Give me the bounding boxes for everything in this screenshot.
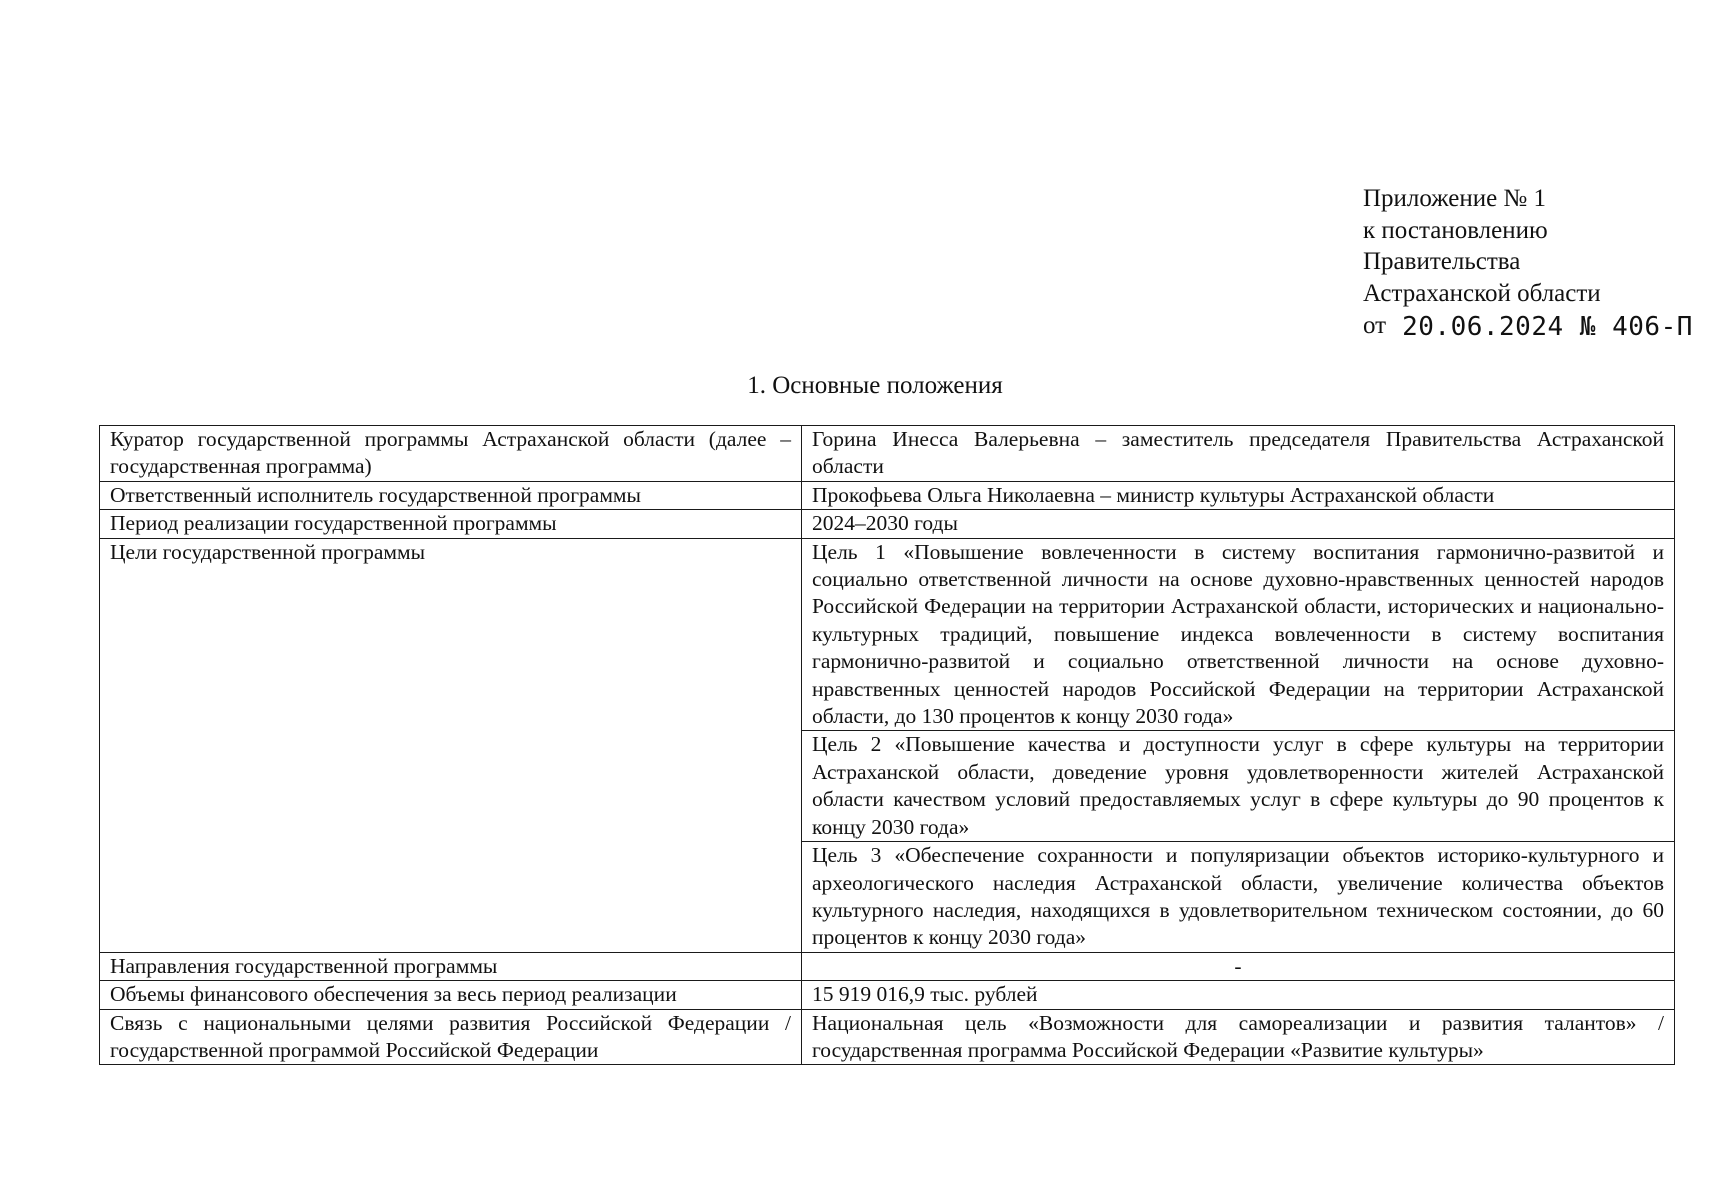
main-provisions-table [99,425,1675,1065]
appendix-line-2: к постановлению [1363,216,1548,244]
appendix-line-3: Правительства [1363,248,1521,275]
appendix-header [1363,183,1693,342]
row-label: Направления государственной программы [100,952,802,980]
appendix-date-line [1363,310,1693,342]
table-row-directions [100,952,1675,980]
row-value: Прокофьева Ольга Николаевна – министр культуры Астраханской области [802,481,1675,509]
goal-3-text: Цель 3 «Обеспечение сохранности и популяризации объектов историко-культурного и археологического наследия Астраханской области, увеличение количества объектов культурного наследия, находящихся в удовлетворительном техническом состоянии, до 60 процентов к концу 2030 года» [802,842,1675,953]
goal-2-text: Цель 2 «Повышение качества и доступности услуг в сфере культуры на территории Астраханской области, доведение уровня удовлетворенности жителей Астраханской области качеством условий предоставляемых услуг в сфере культуры до 90 процентов к концу 2030 года» [802,731,1675,842]
row-value: Национальная цель «Возможности для самореализации и развития талантов» / государственная программа Российской Федерации «Развитие культуры» [802,1009,1675,1065]
section-title: 1. Основные положения [747,372,1003,399]
row-label: Период реализации государственной программы [100,510,802,538]
appendix-line-4: Астраханской области [1363,279,1601,307]
table-row-goal-1 [100,538,1675,731]
table-row-executor [100,481,1675,509]
date-prefix: от [1363,312,1387,339]
row-label: Куратор государственной программы Астраханской области (далее – государственная программа) [100,426,802,482]
row-value-dash: - [802,952,1675,980]
table-row-period [100,510,1675,538]
date-number-stamp: 20.06.2024 № 406-П [1402,312,1693,342]
row-label: Связь с национальными целями развития Российской Федерации / государственной программой Российской Федерации [100,1009,802,1065]
goal-1-text: Цель 1 «Повышение вовлеченности в систему воспитания гармонично-развитой и социально ответственной личности на основе духовно-нравственных ценностей народов Российской Федерации на территории Астраханской области, исторических и национально-культурных традиций, повышение индекса вовлеченности в систему воспитания гармонично-развитой и социально ответственной личности на основе духовно-нравственных ценностей народов Российской Федерации на территории Астраханской области, до 130 процентов к концу 2030 года» [802,538,1675,731]
table-row-curator [100,426,1675,482]
table-row-national-goals [100,1009,1675,1065]
table-row-funding [100,981,1675,1009]
appendix-line-1: Приложение № 1 [1363,185,1547,212]
row-value: 2024–2030 годы [802,510,1675,538]
row-value: 15 919 016,9 тыс. рублей [802,981,1675,1009]
row-label: Объемы финансового обеспечения за весь период реализации [100,981,802,1009]
row-label-goals: Цели государственной программы [100,538,802,952]
row-value: Горина Инесса Валерьевна – заместитель председателя Правительства Астраханской области [802,426,1675,482]
row-label: Ответственный исполнитель государственной программы [100,481,802,509]
